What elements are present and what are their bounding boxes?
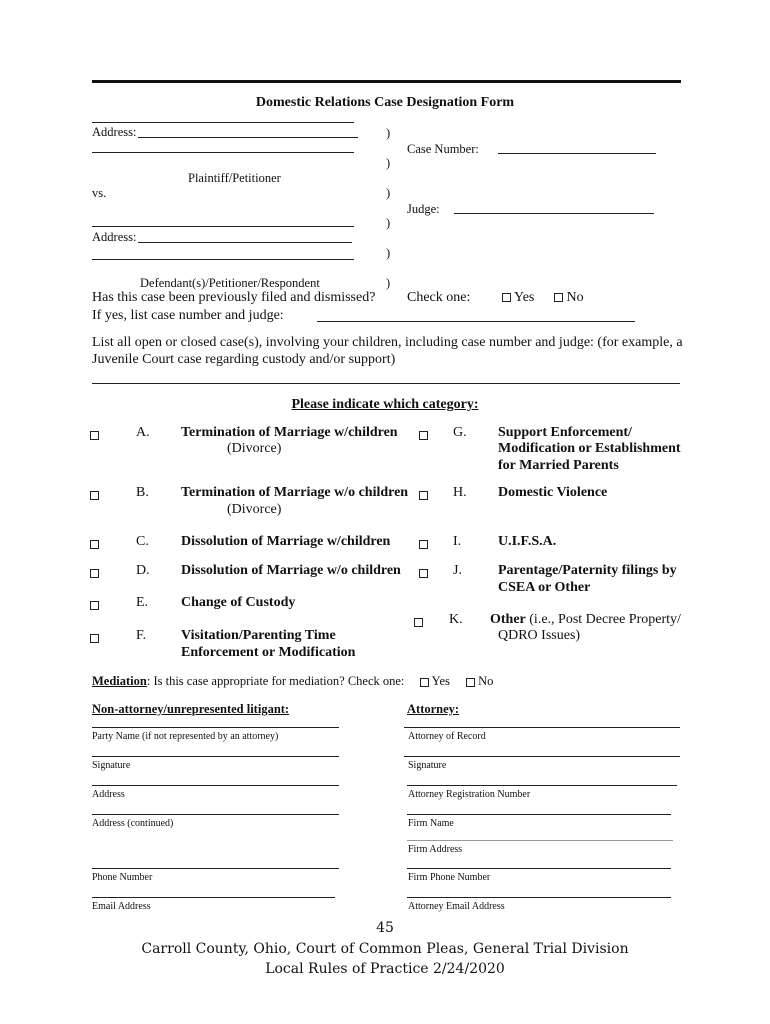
attorney-record-line[interactable] (404, 727, 680, 728)
defendant-address-line[interactable] (138, 242, 352, 243)
firm-address-line[interactable] (407, 840, 673, 841)
case-number-line[interactable] (498, 153, 656, 154)
plaintiff-address-line-2[interactable] (92, 152, 354, 153)
party-name-line[interactable] (92, 727, 339, 728)
footer-court: Carroll County, Ohio, Court of Common Pleas, General Trial Division (141, 941, 629, 957)
judge-line[interactable] (454, 213, 654, 214)
category-heading: Please indicate which category: (291, 397, 479, 412)
attorney-signature-label: Signature (408, 760, 447, 771)
mediation-question (92, 674, 404, 689)
category-c-checkbox[interactable] (90, 540, 99, 549)
attorney-email-label: Attorney Email Address (408, 901, 505, 912)
firm-name-line[interactable] (407, 814, 671, 815)
category-g-title-2: Modification or Establishment (498, 441, 681, 456)
category-d-letter: D. (136, 563, 150, 578)
category-j-checkbox[interactable] (419, 569, 428, 578)
if-yes-label: If yes, list case number and judge: (92, 308, 284, 323)
category-h-checkbox[interactable] (419, 491, 428, 500)
no-label: No (566, 290, 584, 305)
category-d-checkbox[interactable] (90, 569, 99, 578)
category-b-title: Termination of Marriage w/o children (181, 485, 409, 500)
mediation-question-text: : Is this case appropriate for mediation? Check one: (146, 674, 405, 688)
previous-filing-question: Has this case been previously filed and dismissed? (92, 290, 376, 305)
category-g-letter: G. (453, 425, 467, 440)
attorney-signature-line[interactable] (404, 756, 680, 757)
defendant-address-label: Address: (92, 230, 137, 244)
caption-paren: ) (386, 246, 391, 260)
caption-paren: ) (386, 216, 391, 230)
mediation-yes-option[interactable] (420, 674, 450, 689)
previous-case-line[interactable] (317, 321, 635, 322)
category-a-checkbox[interactable] (90, 431, 99, 440)
category-f-checkbox[interactable] (90, 634, 99, 643)
category-k-title: Other (490, 612, 526, 627)
vs-label: vs. (92, 186, 107, 200)
category-f-letter: F. (136, 628, 147, 643)
caption-paren: ) (386, 156, 391, 170)
plaintiff-address-line[interactable] (138, 137, 358, 138)
category-k-text (490, 612, 681, 628)
category-a-letter: A. (136, 425, 150, 440)
litigant-signature-label: Signature (92, 760, 131, 771)
category-f-title: Visitation/Parenting Time (181, 628, 336, 643)
litigant-address-label: Address (92, 789, 125, 800)
attorney-registration-line[interactable] (407, 785, 677, 786)
previous-check-label: Check one: (407, 290, 471, 305)
previous-no-option[interactable] (554, 290, 584, 306)
category-e-checkbox[interactable] (90, 601, 99, 610)
category-d-title: Dissolution of Marriage w/o children (181, 563, 401, 578)
checkbox-icon[interactable] (554, 293, 563, 302)
defendant-name-line[interactable] (92, 226, 354, 227)
category-j-title: Parentage/Paternity filings by (498, 563, 677, 578)
category-e-title: Change of Custody (181, 595, 296, 610)
category-b-letter: B. (136, 485, 149, 500)
category-i-letter: I. (453, 534, 462, 549)
caption-paren: ) (386, 186, 391, 200)
attorney-heading: Attorney: (407, 702, 460, 716)
litigant-email-line[interactable] (92, 897, 335, 898)
category-i-checkbox[interactable] (419, 540, 428, 549)
checkbox-icon[interactable] (420, 678, 429, 687)
attorney-registration-label: Attorney Registration Number (408, 789, 531, 800)
judge-label: Judge: (407, 202, 440, 216)
open-cases-line[interactable] (92, 383, 680, 384)
plaintiff-label: Plaintiff/Petitioner (188, 171, 281, 185)
litigant-phone-label: Phone Number (92, 872, 153, 883)
yes-label: Yes (513, 290, 535, 305)
form-title: Domestic Relations Case Designation Form (255, 95, 515, 110)
category-i-title: U.I.F.S.A. (498, 534, 557, 549)
firm-phone-label: Firm Phone Number (408, 872, 491, 883)
category-f-title-2: Enforcement or Modification (181, 645, 356, 660)
litigant-address-line[interactable] (92, 785, 339, 786)
attorney-record-label: Attorney of Record (408, 731, 486, 742)
litigant-heading: Non-attorney/unrepresented litigant: (92, 702, 290, 716)
attorney-email-line[interactable] (407, 897, 671, 898)
category-k-letter: K. (449, 612, 463, 627)
category-c-title: Dissolution of Marriage w/children (181, 534, 391, 549)
category-a-sub: (Divorce) (227, 441, 282, 456)
category-g-title-3: for Married Parents (498, 458, 619, 473)
yes-label: Yes (431, 674, 450, 688)
plaintiff-address-label: Address: (92, 125, 137, 139)
checkbox-icon[interactable] (502, 293, 511, 302)
category-k-rest: (i.e., Post Decree Property/ (525, 612, 681, 627)
page-number: 45 (376, 920, 394, 936)
plaintiff-name-line[interactable] (92, 122, 354, 123)
firm-address-label: Firm Address (408, 844, 463, 855)
previous-yes-option[interactable] (502, 290, 534, 306)
category-a-title: Termination of Marriage w/children (181, 425, 398, 440)
party-name-label: Party Name (if not represented by an attorney) (92, 731, 279, 742)
category-e-letter: E. (136, 595, 149, 610)
no-label: No (478, 674, 494, 688)
litigant-signature-line[interactable] (92, 756, 339, 757)
category-j-letter: J. (453, 563, 462, 578)
category-j-title-2: CSEA or Other (498, 580, 591, 595)
caption-paren: ) (386, 126, 391, 140)
category-k-title-2: QDRO Issues) (498, 628, 581, 643)
mediation-label: Mediation (92, 674, 147, 688)
category-c-letter: C. (136, 534, 149, 549)
category-g-checkbox[interactable] (419, 431, 428, 440)
footer-rules: Local Rules of Practice 2/24/2020 (265, 961, 505, 977)
litigant-address-cont-line[interactable] (92, 814, 339, 815)
case-number-label: Case Number: (407, 142, 479, 156)
defendant-label: Defendant(s)/Petitioner/Respondent (140, 276, 320, 290)
category-k-checkbox[interactable] (414, 618, 423, 627)
checkbox-icon[interactable] (466, 678, 475, 687)
open-cases-text: List all open or closed case(s), involving your children, including case number and judge: (for example, a Juvenile Court case regarding custody and/or support) (92, 335, 683, 367)
defendant-address-line-2[interactable] (92, 259, 354, 260)
firm-name-label: Firm Name (408, 818, 454, 829)
caption-paren: ) (386, 276, 391, 290)
category-h-title: Domestic Violence (498, 485, 608, 500)
category-b-checkbox[interactable] (90, 491, 99, 500)
category-g-title: Support Enforcement/ (498, 425, 632, 440)
mediation-no-option[interactable] (466, 674, 493, 689)
litigant-address-cont-label: Address (continued) (92, 818, 174, 829)
litigant-phone-line[interactable] (92, 868, 339, 869)
firm-phone-line[interactable] (407, 868, 671, 869)
category-b-sub: (Divorce) (227, 502, 282, 517)
litigant-email-label: Email Address (92, 901, 151, 912)
category-h-letter: H. (453, 485, 467, 500)
top-rule (92, 80, 681, 83)
